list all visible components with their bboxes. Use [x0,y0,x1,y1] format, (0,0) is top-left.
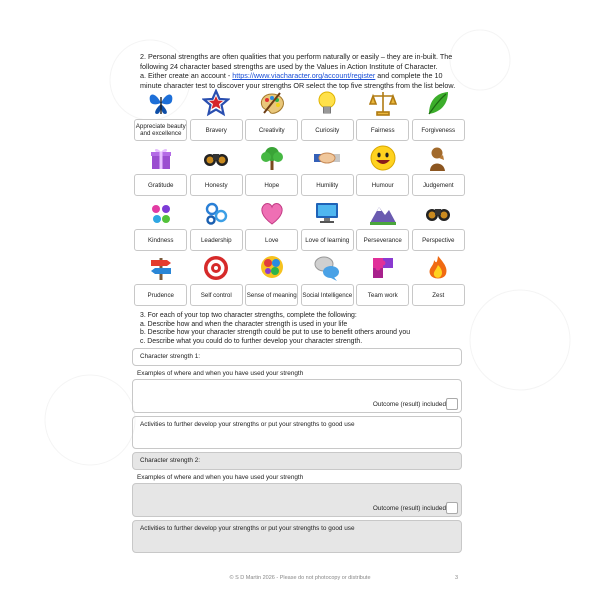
intro-paragraph: 2. Personal strengths are often qualities that you perform naturally or easily – they are in-built. The following 24 character based strengths are used by the Values in Action Institute of Character. [140,52,453,71]
strength-option-creativity[interactable] [245,88,299,141]
strength-label: Social Intelligence [301,284,354,306]
strength-label: Fairness [356,119,409,141]
strengths-grid [134,88,466,308]
leaf-icon [423,88,453,117]
strength-label: Humour [356,174,409,196]
strength-label: Creativity [245,119,298,141]
strength-label: Perseverance [356,229,409,251]
strength-option-honesty[interactable] [190,143,244,196]
footer-copyright: © S D Martin 2026 - Please do not photocopy or distribute [229,575,371,581]
strength-label: Judgement [412,174,465,196]
star-icon [201,88,231,117]
strength-option-self-control[interactable] [190,253,244,306]
strength-option-appreciate-beauty-and-excellence[interactable] [134,88,188,141]
heart-icon [257,198,287,227]
outcome-1-checkbox[interactable] [446,398,458,410]
strength-label: Team work [356,284,409,306]
intro-text [140,52,465,90]
strength-option-leadership[interactable] [190,198,244,251]
handshake-icon [312,143,342,172]
strength-1-field[interactable]: Character strength 1: [132,348,462,366]
strength-option-humour[interactable] [356,143,410,196]
lightbulb-icon [312,88,342,117]
smiley-icon [368,143,398,172]
strength-label: Bravery [190,119,243,141]
butterfly-icon [146,88,176,117]
strength-label: Forgiveness [412,119,465,141]
strength-label: Self control [190,284,243,306]
strength-label: Gratitude [134,174,187,196]
strength-option-love[interactable] [245,198,299,251]
strength-label: Honesty [190,174,243,196]
strength-label: Prudence [134,284,187,306]
page-number: 3 [455,575,459,581]
examples-1-field[interactable] [132,379,462,413]
strengths-row [134,88,466,141]
strength-option-perspective[interactable] [412,198,466,251]
strength-option-bravery[interactable] [190,88,244,141]
strength-option-humility[interactable] [301,143,355,196]
tree-icon [257,143,287,172]
strength-option-hope[interactable] [245,143,299,196]
strength-label: Zest [412,284,465,306]
strength-option-perseverance[interactable] [356,198,410,251]
strength-option-social-intelligence[interactable] [301,253,355,306]
strength-option-fairness[interactable] [356,88,410,141]
strength-option-prudence[interactable] [134,253,188,306]
strengths-row [134,253,466,306]
strength-label: Leadership [190,229,243,251]
flame-icon [423,253,453,282]
gift-icon [146,143,176,172]
binoculars-icon [201,143,231,172]
strength-label: Curiosity [301,119,354,141]
strength-label: Love of learning [301,229,354,251]
strength-label: Humility [301,174,354,196]
strength-label: Perspective [412,229,465,251]
thinker-icon [423,143,453,172]
strength-label: Hope [245,174,298,196]
outcome-2-label: Outcome (result) included [372,505,446,512]
strength-option-curiosity[interactable] [301,88,355,141]
scales-icon [368,88,398,117]
strength-option-forgiveness[interactable] [412,88,466,141]
strength-option-zest[interactable] [412,253,466,306]
strength-2-field[interactable]: Character strength 2: [132,452,462,470]
target-icon [201,253,231,282]
examples-1-label: Examples of where and when you have used your strength [137,370,304,377]
strength-label: Love [245,229,298,251]
instruction-a: a. Either create an account - https://www.viacharacter.org/account/register and complete the 10 minute character test to discover your strengths OR select the top five strengths from the list below. [140,71,456,90]
strengths-row [134,198,466,251]
mountain-icon [368,198,398,227]
question-3: 3. For each of your top two character strengths, complete the following: a. Describe how and when the character strength is used in your life b. Describe how your character strength could be put to use to benefit others around you c. Describe what you could do to further develop your character strength. [140,312,411,345]
strength-option-gratitude[interactable] [134,143,188,196]
outcome-1-label: Outcome (result) included [372,401,446,408]
strength-option-judgement[interactable] [412,143,466,196]
strength-label: Kindness [134,229,187,251]
color-head-icon [257,253,287,282]
strength-option-sense-of-meaning[interactable] [245,253,299,306]
examples-2-label: Examples of where and when you have used your strength [137,474,304,481]
speech-bubbles-icon [312,253,342,282]
palette-icon [257,88,287,117]
examples-2-field[interactable] [132,483,462,517]
outcome-2-checkbox[interactable] [446,502,458,514]
strength-option-team-work[interactable] [356,253,410,306]
strength-option-love-of-learning[interactable] [301,198,355,251]
signpost-icon [146,253,176,282]
activities-1-field[interactable]: Activities to further develop your strengths or put your strengths to good use [132,416,462,449]
activities-2-field[interactable]: Activities to further develop your strengths or put your strengths to good use [132,520,462,553]
handprints-icon [146,198,176,227]
strengths-row [134,143,466,196]
strength-label: Sense of meaning [245,284,298,306]
strength-option-kindness[interactable] [134,198,188,251]
monitor-icon [312,198,342,227]
gears-icon [201,198,231,227]
via-register-link[interactable]: https://www.viacharacter.org/account/register [232,71,376,81]
strength-label: Appreciate beauty and excellence [134,119,187,141]
binoculars-icon [423,198,453,227]
puzzle-icon [368,253,398,282]
